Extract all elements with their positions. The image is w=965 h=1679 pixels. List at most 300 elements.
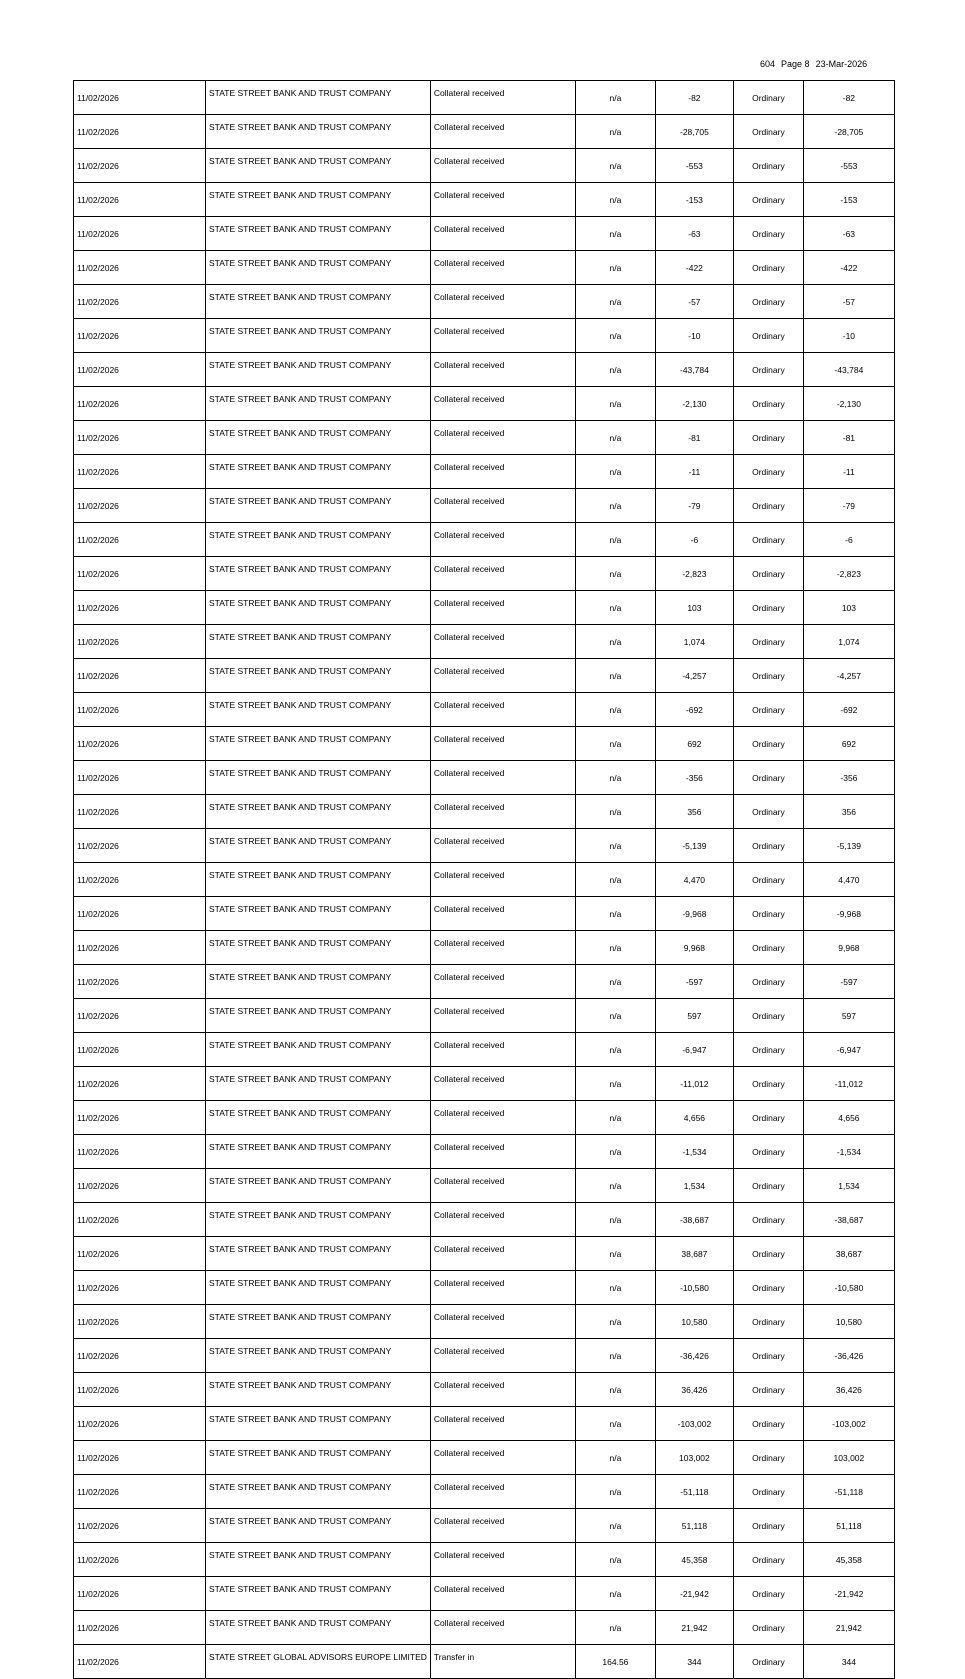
date-cell: 11/02/2026 [74,1373,206,1407]
votes-cell: 51,118 [803,1509,894,1543]
date-cell: 11/02/2026 [74,1509,206,1543]
date-cell: 11/02/2026 [74,251,206,285]
number-cell: 21,942 [655,1611,733,1645]
holder-cell: STATE STREET BANK AND TRUST COMPANY [206,965,431,999]
class-cell: Ordinary [733,1101,803,1135]
class-cell: Ordinary [733,285,803,319]
votes-cell: 21,942 [803,1611,894,1645]
table-body [74,81,895,1679]
table-row [74,1373,895,1407]
consideration-cell: n/a [575,761,655,795]
date-cell: 11/02/2026 [74,1475,206,1509]
date-cell: 11/02/2026 [74,421,206,455]
nature-cell: Collateral received [430,1237,575,1271]
holder-cell: STATE STREET BANK AND TRUST COMPANY [206,149,431,183]
number-cell: -2,823 [655,557,733,591]
consideration-cell: n/a [575,81,655,115]
date-cell: 11/02/2026 [74,115,206,149]
votes-cell: -4,257 [803,659,894,693]
votes-cell: 38,687 [803,1237,894,1271]
class-cell: Ordinary [733,1135,803,1169]
nature-cell: Collateral received [430,149,575,183]
number-cell: -153 [655,183,733,217]
votes-cell: -10 [803,319,894,353]
holder-cell: STATE STREET BANK AND TRUST COMPANY [206,1305,431,1339]
number-cell: -597 [655,965,733,999]
holder-cell: STATE STREET BANK AND TRUST COMPANY [206,591,431,625]
nature-cell: Collateral received [430,999,575,1033]
number-cell: -692 [655,693,733,727]
holder-cell: STATE STREET BANK AND TRUST COMPANY [206,183,431,217]
date-cell: 11/02/2026 [74,387,206,421]
date-cell: 11/02/2026 [74,149,206,183]
number-cell: 344 [655,1645,733,1679]
date-cell: 11/02/2026 [74,285,206,319]
nature-cell: Collateral received [430,1509,575,1543]
consideration-cell: n/a [575,1033,655,1067]
table-row [74,999,895,1033]
class-cell: Ordinary [733,319,803,353]
holder-cell: STATE STREET BANK AND TRUST COMPANY [206,251,431,285]
votes-cell: -11,012 [803,1067,894,1101]
table-row [74,1305,895,1339]
class-cell: Ordinary [733,1203,803,1237]
page-header [760,59,873,69]
votes-cell: -10,580 [803,1271,894,1305]
date-cell: 11/02/2026 [74,931,206,965]
nature-cell: Collateral received [430,1441,575,1475]
table-row [74,1577,895,1611]
nature-cell: Collateral received [430,353,575,387]
number-cell: -10,580 [655,1271,733,1305]
consideration-cell: 164.56 [575,1645,655,1679]
holder-cell: STATE STREET BANK AND TRUST COMPANY [206,931,431,965]
table-row [74,285,895,319]
holder-cell: STATE STREET BANK AND TRUST COMPANY [206,1101,431,1135]
consideration-cell: n/a [575,1101,655,1135]
header-date: 23-Mar-2026 [815,59,868,69]
votes-cell: -1,534 [803,1135,894,1169]
nature-cell: Collateral received [430,659,575,693]
table-row [74,591,895,625]
consideration-cell: n/a [575,1373,655,1407]
nature-cell: Collateral received [430,285,575,319]
consideration-cell: n/a [575,421,655,455]
class-cell: Ordinary [733,897,803,931]
holder-cell: STATE STREET BANK AND TRUST COMPANY [206,829,431,863]
nature-cell: Collateral received [430,557,575,591]
consideration-cell: n/a [575,1509,655,1543]
votes-cell: 1,074 [803,625,894,659]
date-cell: 11/02/2026 [74,1271,206,1305]
date-cell: 11/02/2026 [74,761,206,795]
number-cell: 45,358 [655,1543,733,1577]
table-row [74,1645,895,1679]
votes-cell: 1,534 [803,1169,894,1203]
nature-cell: Collateral received [430,931,575,965]
votes-cell: -153 [803,183,894,217]
holder-cell: STATE STREET BANK AND TRUST COMPANY [206,1373,431,1407]
nature-cell: Collateral received [430,727,575,761]
consideration-cell: n/a [575,1577,655,1611]
table-row [74,829,895,863]
table-row [74,1271,895,1305]
votes-cell: -28,705 [803,115,894,149]
votes-cell: 356 [803,795,894,829]
nature-cell: Collateral received [430,863,575,897]
consideration-cell: n/a [575,1067,655,1101]
consideration-cell: n/a [575,1611,655,1645]
holder-cell: STATE STREET BANK AND TRUST COMPANY [206,557,431,591]
class-cell: Ordinary [733,931,803,965]
nature-cell: Collateral received [430,897,575,931]
date-cell: 11/02/2026 [74,829,206,863]
nature-cell: Collateral received [430,1339,575,1373]
class-cell: Ordinary [733,727,803,761]
number-cell: 9,968 [655,931,733,965]
holder-cell: STATE STREET BANK AND TRUST COMPANY [206,387,431,421]
number-cell: 36,426 [655,1373,733,1407]
number-cell: -82 [655,81,733,115]
nature-cell: Collateral received [430,761,575,795]
class-cell: Ordinary [733,149,803,183]
class-cell: Ordinary [733,693,803,727]
votes-cell: -5,139 [803,829,894,863]
class-cell: Ordinary [733,1237,803,1271]
consideration-cell: n/a [575,1271,655,1305]
number-cell: -6 [655,523,733,557]
class-cell: Ordinary [733,1645,803,1679]
votes-cell: 10,580 [803,1305,894,1339]
class-cell: Ordinary [733,795,803,829]
table-row [74,1203,895,1237]
nature-cell: Collateral received [430,1407,575,1441]
class-cell: Ordinary [733,81,803,115]
votes-cell: -36,426 [803,1339,894,1373]
votes-cell: -11 [803,455,894,489]
number-cell: -9,968 [655,897,733,931]
number-cell: -11,012 [655,1067,733,1101]
consideration-cell: n/a [575,387,655,421]
holder-cell: STATE STREET BANK AND TRUST COMPANY [206,115,431,149]
table-row [74,1611,895,1645]
class-cell: Ordinary [733,1169,803,1203]
holder-cell: STATE STREET BANK AND TRUST COMPANY [206,421,431,455]
consideration-cell: n/a [575,591,655,625]
nature-cell: Collateral received [430,1135,575,1169]
votes-cell: -38,687 [803,1203,894,1237]
consideration-cell: n/a [575,1441,655,1475]
class-cell: Ordinary [733,761,803,795]
number-cell: -43,784 [655,353,733,387]
date-cell: 11/02/2026 [74,523,206,557]
holder-cell: STATE STREET BANK AND TRUST COMPANY [206,489,431,523]
nature-cell: Collateral received [430,1033,575,1067]
table-row [74,625,895,659]
number-cell: 4,470 [655,863,733,897]
consideration-cell: n/a [575,795,655,829]
date-cell: 11/02/2026 [74,1203,206,1237]
number-cell: 1,534 [655,1169,733,1203]
nature-cell: Collateral received [430,115,575,149]
table-row [74,387,895,421]
table-row [74,1339,895,1373]
votes-cell: -43,784 [803,353,894,387]
class-cell: Ordinary [733,523,803,557]
votes-cell: -51,118 [803,1475,894,1509]
date-cell: 11/02/2026 [74,1577,206,1611]
class-cell: Ordinary [733,1305,803,1339]
number-cell: -4,257 [655,659,733,693]
votes-cell: -103,002 [803,1407,894,1441]
nature-cell: Collateral received [430,1203,575,1237]
number-cell: -1,534 [655,1135,733,1169]
holder-cell: STATE STREET BANK AND TRUST COMPANY [206,353,431,387]
number-cell: 1,074 [655,625,733,659]
date-cell: 11/02/2026 [74,693,206,727]
votes-cell: -63 [803,217,894,251]
date-cell: 11/02/2026 [74,183,206,217]
consideration-cell: n/a [575,897,655,931]
table-row [74,897,895,931]
nature-cell: Collateral received [430,829,575,863]
table-row [74,795,895,829]
date-cell: 11/02/2026 [74,999,206,1033]
consideration-cell: n/a [575,557,655,591]
votes-cell: 692 [803,727,894,761]
date-cell: 11/02/2026 [74,353,206,387]
table-row [74,1135,895,1169]
class-cell: Ordinary [733,455,803,489]
table-row [74,149,895,183]
holder-cell: STATE STREET BANK AND TRUST COMPANY [206,863,431,897]
consideration-cell: n/a [575,285,655,319]
votes-cell: 103,002 [803,1441,894,1475]
nature-cell: Collateral received [430,523,575,557]
holder-cell: STATE STREET BANK AND TRUST COMPANY [206,81,431,115]
number-cell: -422 [655,251,733,285]
holder-cell: STATE STREET BANK AND TRUST COMPANY [206,523,431,557]
consideration-cell: n/a [575,115,655,149]
holder-cell: STATE STREET BANK AND TRUST COMPANY [206,1033,431,1067]
number-cell: -356 [655,761,733,795]
class-cell: Ordinary [733,1509,803,1543]
number-cell: 51,118 [655,1509,733,1543]
class-cell: Ordinary [733,217,803,251]
consideration-cell: n/a [575,829,655,863]
class-cell: Ordinary [733,659,803,693]
votes-cell: -21,942 [803,1577,894,1611]
table-row [74,931,895,965]
number-cell: -79 [655,489,733,523]
table-row [74,557,895,591]
table-row [74,523,895,557]
number-cell: -5,139 [655,829,733,863]
holder-cell: STATE STREET BANK AND TRUST COMPANY [206,1441,431,1475]
holder-cell: STATE STREET BANK AND TRUST COMPANY [206,761,431,795]
consideration-cell: n/a [575,1407,655,1441]
nature-cell: Collateral received [430,489,575,523]
date-cell: 11/02/2026 [74,1441,206,1475]
nature-cell: Collateral received [430,693,575,727]
table-row [74,319,895,353]
table-row [74,1475,895,1509]
class-cell: Ordinary [733,251,803,285]
consideration-cell: n/a [575,625,655,659]
table-row [74,1067,895,1101]
table-row [74,1509,895,1543]
class-cell: Ordinary [733,1271,803,1305]
class-cell: Ordinary [733,1475,803,1509]
number-cell: -103,002 [655,1407,733,1441]
date-cell: 11/02/2026 [74,1237,206,1271]
votes-cell: 344 [803,1645,894,1679]
holder-cell: STATE STREET BANK AND TRUST COMPANY [206,1475,431,1509]
class-cell: Ordinary [733,999,803,1033]
votes-cell: 4,656 [803,1101,894,1135]
class-cell: Ordinary [733,1339,803,1373]
nature-cell: Collateral received [430,421,575,455]
table-row [74,421,895,455]
class-cell: Ordinary [733,625,803,659]
date-cell: 11/02/2026 [74,625,206,659]
votes-cell: -6,947 [803,1033,894,1067]
nature-cell: Collateral received [430,795,575,829]
number-cell: -38,687 [655,1203,733,1237]
date-cell: 11/02/2026 [74,489,206,523]
holder-cell: STATE STREET BANK AND TRUST COMPANY [206,1543,431,1577]
date-cell: 11/02/2026 [74,217,206,251]
nature-cell: Collateral received [430,1373,575,1407]
consideration-cell: n/a [575,353,655,387]
holder-cell: STATE STREET BANK AND TRUST COMPANY [206,1237,431,1271]
holder-cell: STATE STREET BANK AND TRUST COMPANY [206,1067,431,1101]
consideration-cell: n/a [575,523,655,557]
consideration-cell: n/a [575,965,655,999]
nature-cell: Collateral received [430,625,575,659]
date-cell: 11/02/2026 [74,1611,206,1645]
consideration-cell: n/a [575,149,655,183]
consideration-cell: n/a [575,1305,655,1339]
date-cell: 11/02/2026 [74,727,206,761]
consideration-cell: n/a [575,217,655,251]
nature-cell: Collateral received [430,591,575,625]
holder-cell: STATE STREET BANK AND TRUST COMPANY [206,1611,431,1645]
holder-cell: STATE STREET BANK AND TRUST COMPANY [206,659,431,693]
date-cell: 11/02/2026 [74,1645,206,1679]
holder-cell: STATE STREET GLOBAL ADVISORS EUROPE LIMITED [206,1645,431,1679]
votes-cell: -81 [803,421,894,455]
class-cell: Ordinary [733,115,803,149]
votes-cell: 45,358 [803,1543,894,1577]
table-row [74,1237,895,1271]
date-cell: 11/02/2026 [74,1135,206,1169]
votes-cell: -82 [803,81,894,115]
number-cell: 356 [655,795,733,829]
consideration-cell: n/a [575,1169,655,1203]
votes-cell: -692 [803,693,894,727]
nature-cell: Collateral received [430,1067,575,1101]
table-row [74,659,895,693]
date-cell: 11/02/2026 [74,1407,206,1441]
date-cell: 11/02/2026 [74,1339,206,1373]
number-cell: -81 [655,421,733,455]
date-cell: 11/02/2026 [74,557,206,591]
date-cell: 11/02/2026 [74,319,206,353]
holder-cell: STATE STREET BANK AND TRUST COMPANY [206,217,431,251]
table-row [74,761,895,795]
table-row [74,1407,895,1441]
table-row [74,251,895,285]
consideration-cell: n/a [575,863,655,897]
holder-cell: STATE STREET BANK AND TRUST COMPANY [206,727,431,761]
consideration-cell: n/a [575,999,655,1033]
consideration-cell: n/a [575,1203,655,1237]
number-cell: -10 [655,319,733,353]
number-cell: -553 [655,149,733,183]
number-cell: -6,947 [655,1033,733,1067]
number-cell: 38,687 [655,1237,733,1271]
holder-cell: STATE STREET BANK AND TRUST COMPANY [206,1135,431,1169]
consideration-cell: n/a [575,1135,655,1169]
consideration-cell: n/a [575,659,655,693]
nature-cell: Collateral received [430,1305,575,1339]
holder-cell: STATE STREET BANK AND TRUST COMPANY [206,455,431,489]
holder-cell: STATE STREET BANK AND TRUST COMPANY [206,1339,431,1373]
holder-cell: STATE STREET BANK AND TRUST COMPANY [206,1169,431,1203]
table-row [74,1169,895,1203]
holder-cell: STATE STREET BANK AND TRUST COMPANY [206,999,431,1033]
class-cell: Ordinary [733,1373,803,1407]
page-number: Page 8 [781,59,810,69]
number-cell: 103,002 [655,1441,733,1475]
table-row [74,1101,895,1135]
class-cell: Ordinary [733,1441,803,1475]
table-row [74,1543,895,1577]
nature-cell: Collateral received [430,319,575,353]
class-cell: Ordinary [733,965,803,999]
nature-cell: Collateral received [430,81,575,115]
consideration-cell: n/a [575,1237,655,1271]
number-cell: -28,705 [655,115,733,149]
votes-cell: 36,426 [803,1373,894,1407]
table-row [74,353,895,387]
date-cell: 11/02/2026 [74,897,206,931]
table-row [74,183,895,217]
holder-cell: STATE STREET BANK AND TRUST COMPANY [206,319,431,353]
table-row [74,727,895,761]
votes-cell: -422 [803,251,894,285]
number-cell: -51,118 [655,1475,733,1509]
votes-cell: -9,968 [803,897,894,931]
holder-cell: STATE STREET BANK AND TRUST COMPANY [206,1271,431,1305]
table-row [74,217,895,251]
votes-cell: 103 [803,591,894,625]
votes-cell: -79 [803,489,894,523]
class-cell: Ordinary [733,557,803,591]
class-cell: Ordinary [733,1543,803,1577]
date-cell: 11/02/2026 [74,795,206,829]
votes-cell: -356 [803,761,894,795]
votes-cell: -6 [803,523,894,557]
date-cell: 11/02/2026 [74,455,206,489]
date-cell: 11/02/2026 [74,1543,206,1577]
consideration-cell: n/a [575,251,655,285]
consideration-cell: n/a [575,931,655,965]
holder-cell: STATE STREET BANK AND TRUST COMPANY [206,1577,431,1611]
class-cell: Ordinary [733,353,803,387]
class-cell: Ordinary [733,1577,803,1611]
